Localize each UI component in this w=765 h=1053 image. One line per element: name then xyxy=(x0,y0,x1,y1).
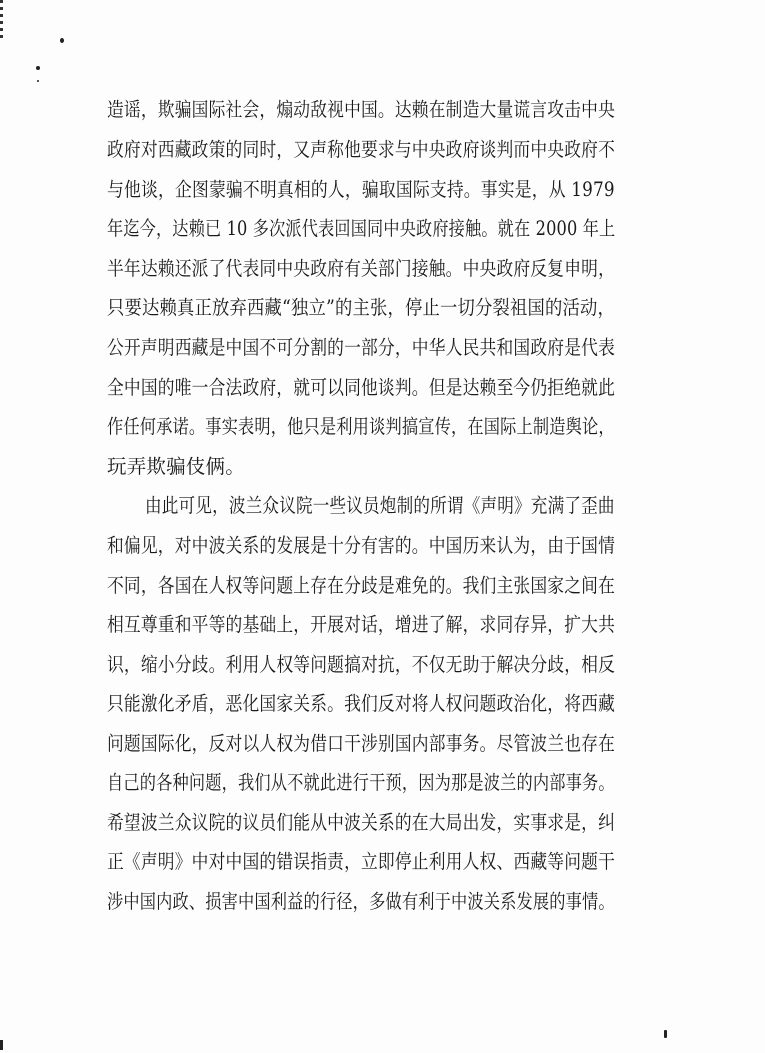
text-line: 全中国的唯一合法政府，就可以同他谈判。但是达赖至今仍拒绝就此 xyxy=(107,376,616,399)
text-line: 相互尊重和平等的基础上，开展对话，增进了解，求同存异，扩大共 xyxy=(107,613,616,636)
text-line: 问题国际化，反对以人权为借口干涉别国内部事务。尽管波兰也存在 xyxy=(107,732,616,755)
text-line: 正《声明》中对中国的错误指责，立即停止利用人权、西藏等问题干 xyxy=(107,850,616,873)
scan-speck xyxy=(60,38,64,43)
text-line: 只能激化矛盾，恶化国家关系。我们反对将人权问题政治化，将西藏 xyxy=(107,692,616,715)
text-line: 玩弄欺骗伎俩。 xyxy=(107,455,245,478)
text-line: 自己的各种问题，我们从不就此进行干预，因为那是波兰的内部事务。 xyxy=(107,771,615,794)
text-line: 识，缩小分歧。利用人权等问题搞对抗，不仅无助于解决分歧，相反 xyxy=(107,653,616,676)
text-line: 和偏见，对中波关系的发展是十分有害的。中国历来认为，由于国情 xyxy=(107,534,616,557)
scan-speck xyxy=(664,1030,667,1038)
text-line: 只要达赖真正放弃西藏“独立”的主张，停止一切分裂祖国的活动， xyxy=(107,296,615,319)
scan-speck xyxy=(37,80,39,82)
text-line: 公开声明西藏是中国不可分割的一部分，中华人民共和国政府是代表 xyxy=(107,336,616,359)
text-line: 不同，各国在人权等问题上存在分歧是难免的。我们主张国家之间在 xyxy=(107,574,616,597)
text-line: 作任何承诺。事实表明，他只是利用谈判搞宣传，在国际上制造舆论， xyxy=(107,415,615,438)
scan-speck xyxy=(0,1040,3,1050)
text-line: 政府对西藏政策的同时，又声称他要求与中央政府谈判而中央政府不 xyxy=(107,138,616,161)
text-line: 半年达赖还派了代表同中央政府有关部门接触。中央政府反复申明， xyxy=(107,257,616,280)
text-line: 与他谈，企图蒙骗不明真相的人，骗取国际支持。事实是，从 1979 xyxy=(107,178,615,201)
text-line: 年迄今，达赖已 10 多次派代表回国同中央政府接触。就在 2000 年上 xyxy=(107,217,616,240)
text-line: 由此可见，波兰众议院一些议员炮制的所谓《声明》充满了歪曲 xyxy=(145,494,615,517)
scan-edge-mark xyxy=(0,0,3,40)
scan-speck xyxy=(36,66,40,70)
text-line: 造谣，欺骗国际社会，煽动敌视中国。达赖在制造大量谎言攻击中央 xyxy=(107,98,616,121)
text-line: 希望波兰众议院的议员们能从中波关系的在大局出发，实事求是，纠 xyxy=(107,811,616,834)
text-line: 涉中国内政、损害中国利益的行径，多做有利于中波关系发展的事情。 xyxy=(107,890,615,913)
